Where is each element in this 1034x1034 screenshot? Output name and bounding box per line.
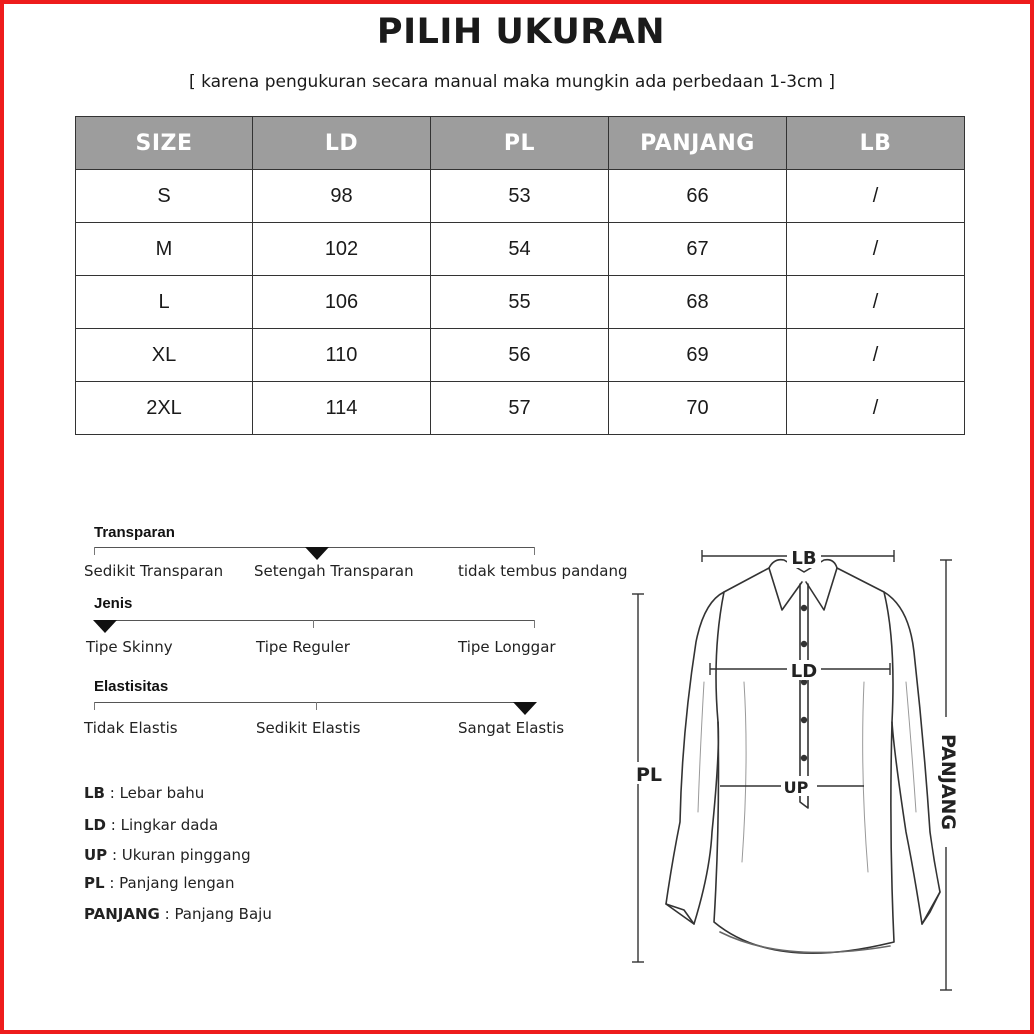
scale-label: Setengah Transparan	[254, 562, 414, 580]
scale-title: Transparan	[94, 524, 175, 541]
cell-pl: 55	[431, 276, 609, 329]
table-row	[76, 276, 965, 329]
page-title: PILIH UKURAN	[376, 12, 666, 52]
cell-lb: /	[787, 329, 965, 382]
cell-ld: 98	[253, 170, 431, 223]
scale-label: Sangat Elastis	[458, 719, 565, 737]
size-table-header	[76, 117, 965, 170]
scale-line	[94, 620, 535, 621]
diagram-label-lb: LB	[791, 548, 817, 569]
diagram-label-ld: LD	[790, 661, 818, 682]
cell-ld: 114	[253, 382, 431, 435]
scale-line	[94, 702, 535, 703]
scale-label: tidak tembus pandang	[458, 562, 628, 580]
cell-panjang: 67	[609, 223, 787, 276]
header-panjang: PANJANG	[609, 117, 787, 170]
scale-label: Tipe Skinny	[86, 638, 173, 656]
diagram-label-up: UP	[783, 778, 809, 797]
scale-marker-icon	[305, 547, 329, 560]
scale-tick	[534, 547, 535, 555]
shirt-diagram-icon	[624, 532, 974, 1002]
scale-label: Sedikit Transparan	[84, 562, 224, 580]
header-pl: PL	[431, 117, 609, 170]
scale-marker-icon	[93, 620, 117, 633]
scale-label: Tidak Elastis	[84, 719, 178, 737]
legend-item-ld: LD : Lingkar dada	[84, 816, 219, 834]
cell-size: L	[76, 276, 253, 329]
size-table	[75, 116, 965, 435]
cell-panjang: 70	[609, 382, 787, 435]
cell-ld: 102	[253, 223, 431, 276]
cell-panjang: 69	[609, 329, 787, 382]
legend-item-panjang: PANJANG : Panjang Baju	[84, 905, 272, 923]
diagram-label-pl: PL	[635, 764, 663, 786]
legend-item-up: UP : Ukuran pinggang	[84, 846, 251, 864]
cell-panjang: 68	[609, 276, 787, 329]
measurement-note: [ karena pengukuran secara manual maka mungkin ada perbedaan 1-3cm ]	[189, 72, 835, 92]
legend-item-lb: LB : Lebar bahu	[84, 784, 205, 802]
header-size: SIZE	[76, 117, 253, 170]
header-lb: LB	[787, 117, 965, 170]
cell-ld: 106	[253, 276, 431, 329]
scale-tick	[94, 547, 95, 555]
diagram-label-panjang: PANJANG	[937, 733, 959, 831]
scale-marker-icon	[513, 702, 537, 715]
cell-size: XL	[76, 329, 253, 382]
cell-ld: 110	[253, 329, 431, 382]
cell-size: M	[76, 223, 253, 276]
cell-pl: 54	[431, 223, 609, 276]
table-row	[76, 223, 965, 276]
cell-lb: /	[787, 276, 965, 329]
scale-title: Jenis	[94, 595, 133, 612]
scale-tick	[534, 620, 535, 628]
scale-label: Sedikit Elastis	[256, 719, 361, 737]
table-row	[76, 170, 965, 223]
scale-tick	[313, 620, 314, 628]
scale-tick	[316, 702, 317, 710]
cell-panjang: 66	[609, 170, 787, 223]
cell-lb: /	[787, 223, 965, 276]
table-row	[76, 329, 965, 382]
cell-lb: /	[787, 170, 965, 223]
header-ld: LD	[253, 117, 431, 170]
cell-pl: 57	[431, 382, 609, 435]
cell-lb: /	[787, 382, 965, 435]
scale-label: Tipe Reguler	[256, 638, 350, 656]
scale-title: Elastisitas	[94, 678, 169, 695]
cell-pl: 56	[431, 329, 609, 382]
cell-pl: 53	[431, 170, 609, 223]
cell-size: S	[76, 170, 253, 223]
legend-item-pl: PL : Panjang lengan	[84, 874, 235, 892]
table-row	[76, 382, 965, 435]
cell-size: 2XL	[76, 382, 253, 435]
scale-tick	[94, 702, 95, 710]
scale-label: Tipe Longgar	[458, 638, 556, 656]
